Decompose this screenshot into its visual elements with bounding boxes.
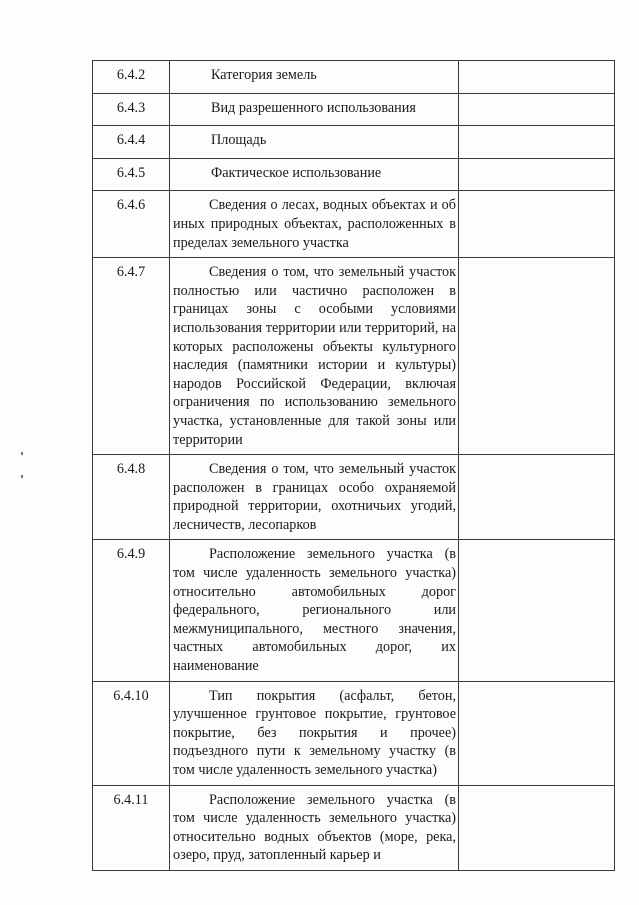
table-row	[93, 258, 615, 455]
row-value-cell	[459, 455, 615, 540]
row-description: Тип покрытия (асфальт, бетон, улучшенное грунтовое покрытие, грунтовое покрытие, без покрытия и прочее) подъездного пути к земельному участку (в том числе удаленность земельного участка)	[170, 681, 459, 785]
row-number: 6.4.11	[93, 785, 170, 870]
row-number: 6.4.8	[93, 455, 170, 540]
row-description: Сведения о лесах, водных объектах и об иных природных объектах, расположенных в пределах земельного участка	[170, 191, 459, 258]
row-value-cell	[459, 191, 615, 258]
margin-marks	[21, 452, 27, 492]
table-row	[93, 158, 615, 191]
table-row	[93, 61, 615, 94]
row-description: Расположение земельного участка (в том числе удаленность земельного участка) относительно водных объектов (море, река, озеро, пруд, затопленный карьер и	[170, 785, 459, 870]
row-number: 6.4.10	[93, 681, 170, 785]
land-plot-info-table	[92, 60, 615, 871]
row-description: Площадь	[170, 126, 459, 159]
row-number: 6.4.9	[93, 540, 170, 681]
table-row	[93, 93, 615, 126]
row-description: Фактическое использование	[170, 158, 459, 191]
row-description: Категория земель	[170, 61, 459, 94]
row-value-cell	[459, 93, 615, 126]
row-description: Сведения о том, что земельный участок расположен в границах особо охраняемой природной территории, охотничьих угодий, лесничеств, лесопарков	[170, 455, 459, 540]
row-number: 6.4.2	[93, 61, 170, 94]
table-row	[93, 126, 615, 159]
table-row	[93, 785, 615, 870]
table-row	[93, 455, 615, 540]
row-number: 6.4.5	[93, 158, 170, 191]
row-value-cell	[459, 258, 615, 455]
row-description: Вид разрешенного использования	[170, 93, 459, 126]
row-number: 6.4.3	[93, 93, 170, 126]
row-value-cell	[459, 785, 615, 870]
table-row	[93, 681, 615, 785]
table-row	[93, 540, 615, 681]
row-value-cell	[459, 158, 615, 191]
row-number: 6.4.7	[93, 258, 170, 455]
row-number: 6.4.6	[93, 191, 170, 258]
row-number: 6.4.4	[93, 126, 170, 159]
row-value-cell	[459, 681, 615, 785]
row-value-cell	[459, 126, 615, 159]
row-description: Сведения о том, что земельный участок полностью или частично расположен в границах зоны с особыми условиями использования территории или территорий, на которых расположены объекты культурного наследия (памятники истории и культуры) народов Российской Федерации, включая ограничения по использованию земельного участка, установленные для такой зоны или территории	[170, 258, 459, 455]
row-description: Расположение земельного участка (в том числе удаленность земельного участка) относительно автомобильных дорог федерального, регионального или межмуниципального, местного значения, частных автомобильных дорог, их наименование	[170, 540, 459, 681]
table-row	[93, 191, 615, 258]
row-value-cell	[459, 540, 615, 681]
row-value-cell	[459, 61, 615, 94]
